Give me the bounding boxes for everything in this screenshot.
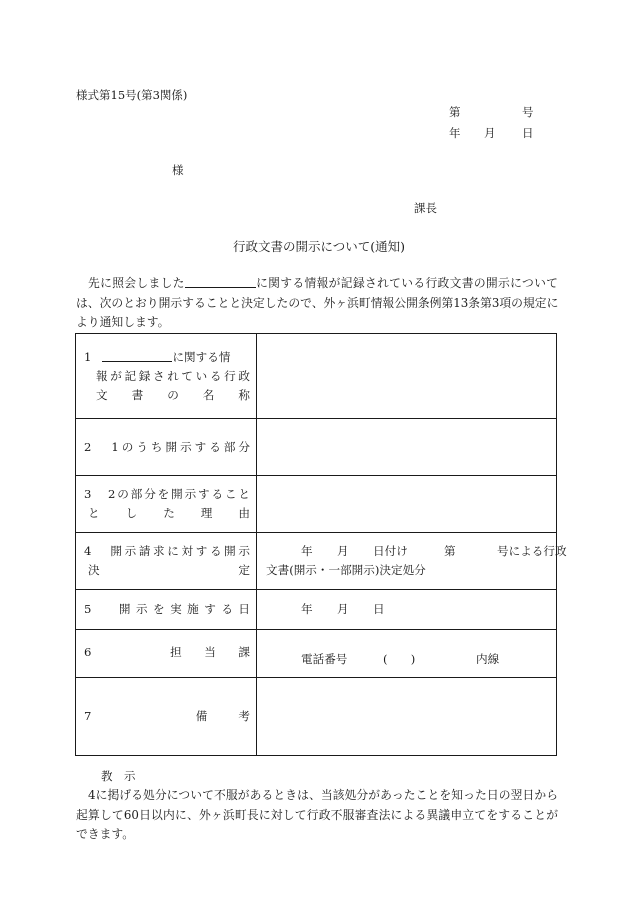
doc-number-suffix: 号 xyxy=(522,105,534,119)
table-row xyxy=(76,419,557,476)
document-title: 行政文書の開示について(通知) xyxy=(233,239,406,254)
blank-underline xyxy=(185,275,256,288)
phone-label: 電話番号 xyxy=(301,652,348,666)
table-row xyxy=(76,630,557,678)
row2-label: 2 1のうち開示する部分 xyxy=(76,419,257,476)
date-month: 月 xyxy=(484,126,496,140)
intro-paragraph xyxy=(76,274,558,333)
table-row xyxy=(76,533,557,590)
row3-value[interactable] xyxy=(257,476,557,533)
notice-line-3: できます。 xyxy=(76,827,135,841)
row6-value[interactable] xyxy=(257,630,557,678)
notice-line-2: 起算して60日以内に、外ヶ浜町長に対して行政不服審査法による異議申立てをすることが xyxy=(76,807,558,822)
notice-heading: 教 示 xyxy=(101,769,136,783)
row5-value[interactable]: 年 月 日 xyxy=(257,590,557,630)
table-row xyxy=(76,678,557,756)
row7-value[interactable] xyxy=(257,678,557,756)
extension-label: 内線 xyxy=(476,652,500,666)
row1-label: 1 に関する情 報が記録されている行政 文書の名称 xyxy=(76,334,257,419)
row4-label: 4 開示請求に対する開示 決定 xyxy=(76,533,257,590)
phone-area-code: ( ) xyxy=(383,652,416,666)
table-row xyxy=(76,476,557,533)
row7-label: 7 備考 xyxy=(76,678,257,756)
notice-line-1: 4に掲げる処分について不服があるときは、当該処分があったことを知った日の翌日から xyxy=(88,788,558,802)
intro-line-2: は、次のとおり開示することと決定したので、外ヶ浜町情報公開条例第13条第3項の規定に xyxy=(76,295,559,310)
row4-value[interactable]: 年 月 日付け 第 号による行政 文書(開示・一部開示)決定処分 xyxy=(257,533,557,590)
table-row xyxy=(76,590,557,630)
row3-label: 3 2の部分を開示すること とした理由 xyxy=(76,476,257,533)
row5-label: 5 開示を実施する日 xyxy=(76,590,257,630)
form-number: 様式第15号(第3関係) xyxy=(76,88,188,102)
disclosure-table xyxy=(75,333,567,756)
notice-paragraph xyxy=(76,786,558,845)
doc-number-prefix: 第 xyxy=(449,105,461,119)
intro-line-1: 先に照会しました に関する情報が記録されている行政文書の開示について xyxy=(88,276,558,290)
intro-line-3: より通知します。 xyxy=(76,315,170,329)
blank-underline xyxy=(102,349,172,362)
row2-value[interactable] xyxy=(257,419,557,476)
date-year: 年 xyxy=(449,126,461,140)
row1-value[interactable] xyxy=(257,334,557,419)
row6-label: 6 担当課 xyxy=(76,630,257,678)
date-day: 日 xyxy=(522,126,534,140)
sender-title: 課長 xyxy=(414,201,437,215)
addressee-suffix: 様 xyxy=(172,163,184,177)
table-row xyxy=(76,334,557,419)
